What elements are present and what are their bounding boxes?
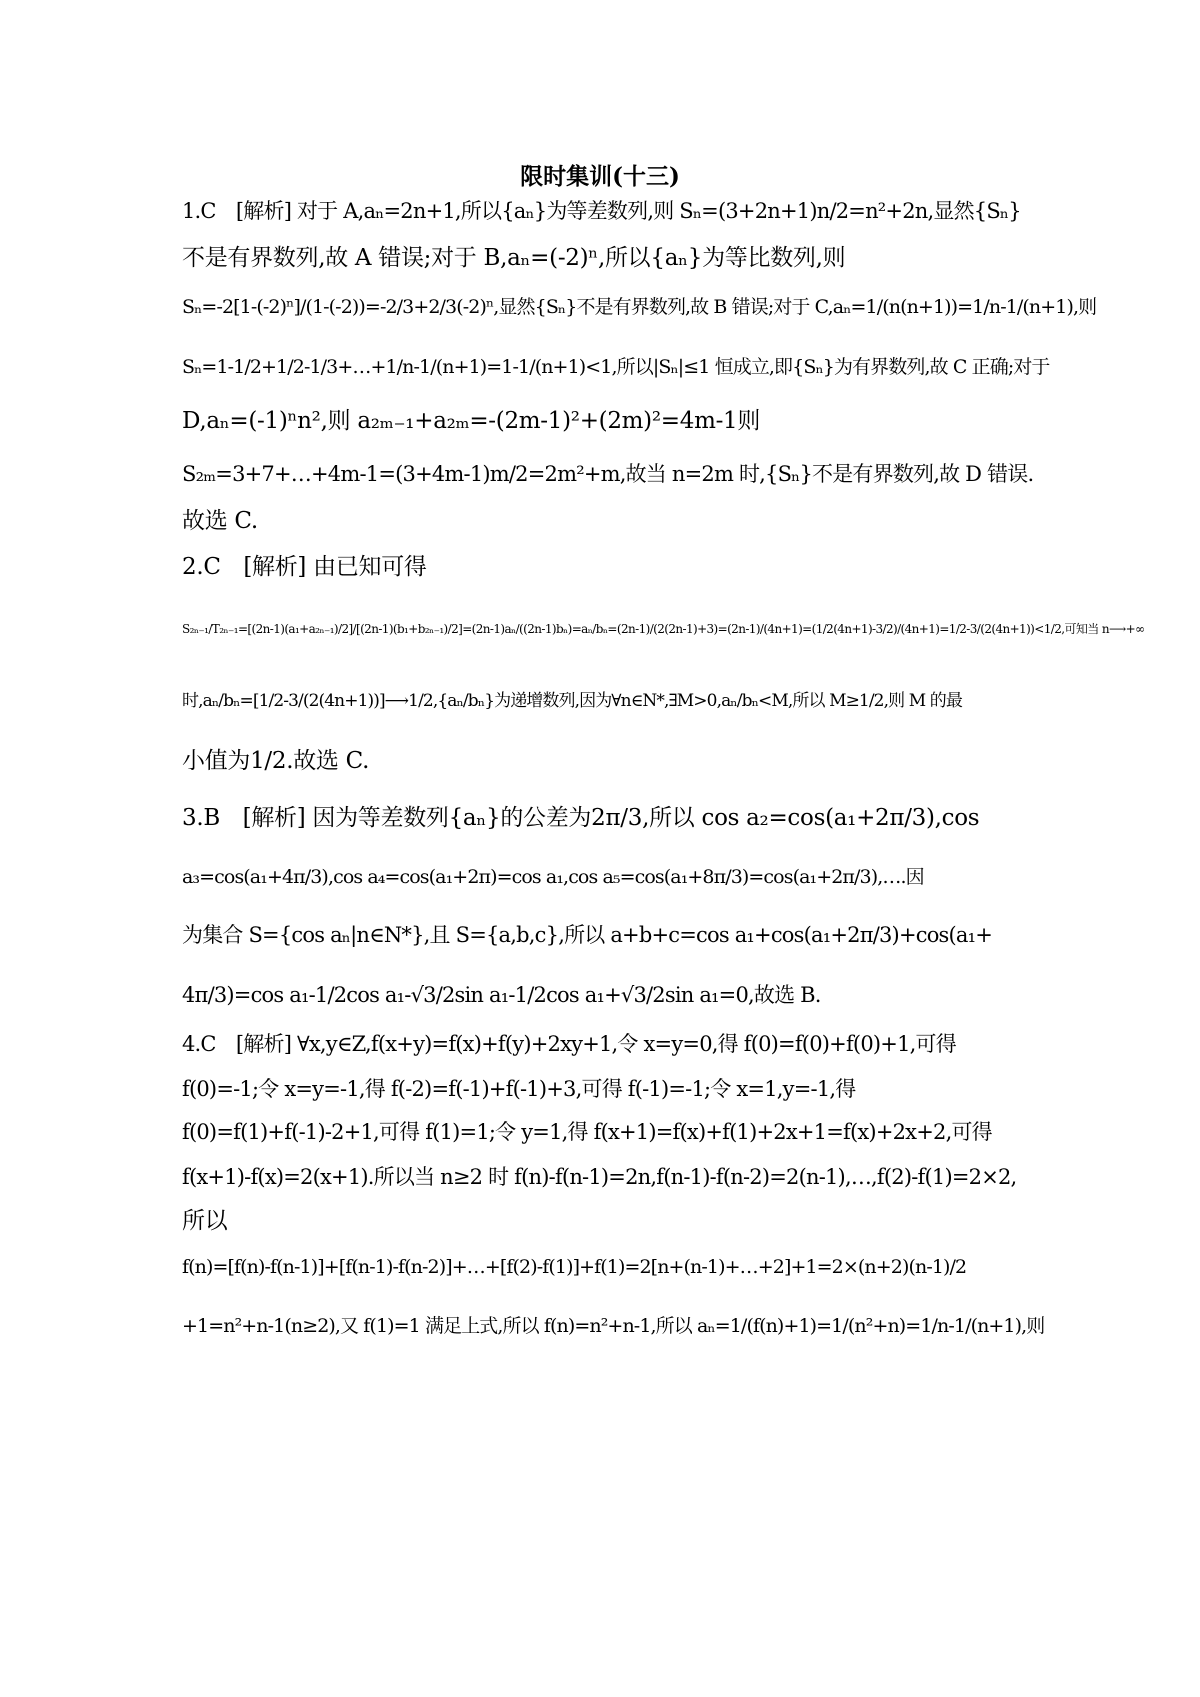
text-line: f(n)=[f(n)-f(n-1)]+[f(n-1)-f(n-2)]+…+[f(2)-f(1)]+f(1)=2[n+(n-1)+…+2]+1=2×(n+2)(n-1)/2	[182, 1256, 967, 1278]
text-line: 3.B [解析] 因为等差数列{aₙ}的公差为2π/3,所以 cos a₂=cos(a₁+2π/3),cos	[182, 805, 980, 831]
text-line: 4.C [解析] ∀x,y∈Z,f(x+y)=f(x)+f(y)+2xy+1,令 x=y=0,得 f(0)=f(0)+f(0)+1,可得	[182, 1032, 956, 1056]
text-line: 小值为1/2.故选 C.	[182, 748, 370, 774]
text-line: f(0)=-1;令 x=y=-1,得 f(-2)=f(-1)+f(-1)+3,可得 f(-1)=-1;令 x=1,y=-1,得	[182, 1077, 856, 1101]
text-line: 2.C [解析] 由已知可得	[182, 554, 427, 580]
text-line: 不是有界数列,故 A 错误;对于 B,aₙ=(-2)ⁿ,所以{aₙ}为等比数列,则	[182, 245, 846, 271]
text-line: S₂ₙ₋₁/T₂ₙ₋₁=[(2n-1)(a₁+a₂ₙ₋₁)/2]/[(2n-1)(b₁+b₂ₙ₋₁)/2]=(2n-1)aₙ/((2n-1)bₙ)=aₙ/bₙ=(2n-1)/(2(2n-1)+3)=(2n-1)/(4n+1)=(1/2(4n+1)-3/2)/(4n+1)=1/2-3/(2(4n+1))<1/2,可知当 n⟶+∞	[182, 622, 1145, 636]
text-line: +1=n²+n-1(n≥2),又 f(1)=1 满足上式,所以 f(n)=n²+n-1,所以 aₙ=1/(f(n)+1)=1/(n²+n)=1/n-1/(n+1),则	[182, 1315, 1045, 1337]
text-line: Sₙ=-2[1-(-2)ⁿ]/(1-(-2))=-2/3+2/3(-2)ⁿ,显然{Sₙ}不是有界数列,故 B 错误;对于 C,aₙ=1/(n(n+1))=1/n-1/(n+1),则	[182, 296, 1097, 318]
text-line: 4π/3)=cos a₁-1/2cos a₁-√3/2sin a₁-1/2cos a₁+√3/2sin a₁=0,故选 B.	[182, 983, 821, 1007]
text-line: 为集合 S={cos aₙ|n∈N*},且 S={a,b,c},所以 a+b+c=cos a₁+cos(a₁+2π/3)+cos(a₁+	[182, 923, 993, 947]
text-line: S₂ₘ=3+7+…+4m-1=(3+4m-1)m/2=2m²+m,故当 n=2m 时,{Sₙ}不是有界数列,故 D 错误.	[182, 462, 1034, 486]
text-line: 1.C [解析] 对于 A,aₙ=2n+1,所以{aₙ}为等差数列,则 Sₙ=(3+2n+1)n/2=n²+2n,显然{Sₙ}	[182, 199, 1021, 223]
text-line: Sₙ=1-1/2+1/2-1/3+…+1/n-1/(n+1)=1-1/(n+1)<1,所以|Sₙ|≤1 恒成立,即{Sₙ}为有界数列,故 C 正确;对于	[182, 356, 1050, 378]
text-line: 故选 C.	[182, 508, 258, 534]
text-line: 所以	[182, 1208, 228, 1234]
text-line: f(x+1)-f(x)=2(x+1).所以当 n≥2 时 f(n)-f(n-1)=2n,f(n-1)-f(n-2)=2(n-1),…,f(2)-f(1)=2×2,	[182, 1165, 1017, 1189]
text-line: f(0)=f(1)+f(-1)-2+1,可得 f(1)=1;令 y=1,得 f(x+1)=f(x)+f(1)+2x+1=f(x)+2x+2,可得	[182, 1120, 992, 1144]
text-line: a₃=cos(a₁+4π/3),cos a₄=cos(a₁+2π)=cos a₁,cos a₅=cos(a₁+8π/3)=cos(a₁+2π/3),….因	[182, 866, 924, 888]
text-line: 时,aₙ/bₙ=[1/2-3/(2(4n+1))]⟶1/2,{aₙ/bₙ}为递增数列,因为∀n∈N*,∃M>0,aₙ/bₙ<M,所以 M≥1/2,则 M 的最	[182, 691, 962, 711]
text-line: D,aₙ=(-1)ⁿn²,则 a₂ₘ₋₁+a₂ₘ=-(2m-1)²+(2m)²=4m-1则	[182, 408, 761, 434]
page-title: 限时集训(十三)	[520, 163, 680, 190]
